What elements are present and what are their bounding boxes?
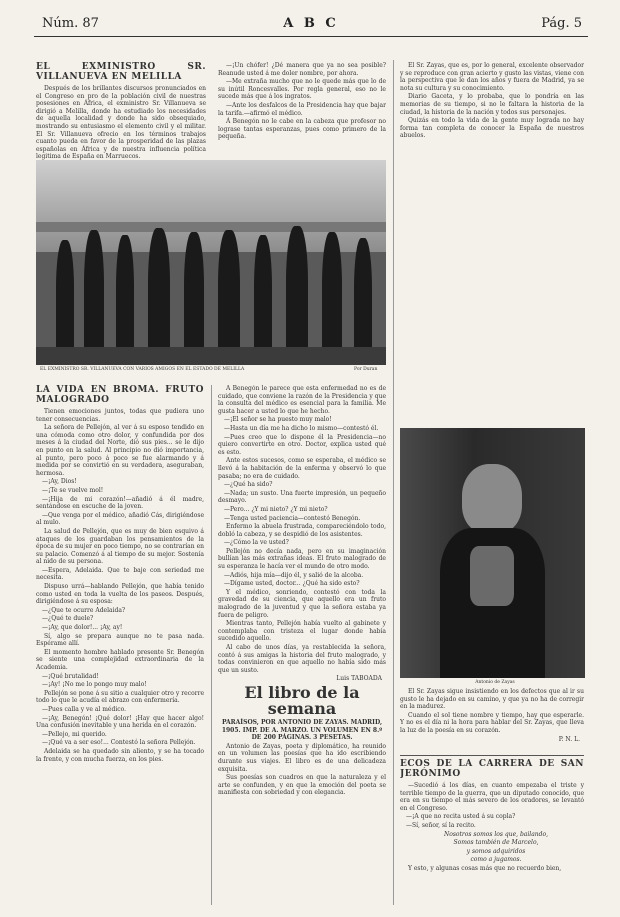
article-paragraph: La señora de Pellejón, al ver á su esposo tendido en una cómoda como otro dolor, y confundida por dos meses á la ciudad del Norte, dió sus pies... se le dijo en punto en la salud. Al principio no dió importancia, al punto, pero poco á poco se fue alarmando y á medida por se convirtió en su verdadera, aseguraban, hermosa. <box>36 424 204 477</box>
article-paragraph: Adelaida se ha quedado sin aliento, y se ha tocado la frente, y con mucha fuerza, en los pies. <box>36 747 204 763</box>
article-villanueva-col1 <box>36 62 206 161</box>
article-villanueva-col2 <box>218 62 386 157</box>
article-paragraph: Diario Gaceta, y lo probaba, que lo pondría en las memorias de su tiempo, si no le faltara la historia de la ciudad, la historia de la nación y todos sus personajes. <box>400 93 584 116</box>
dialogue-line: —¡Te se vuelve mol! <box>42 486 104 494</box>
article-paragraph: El Sr. Zayas, que es, por lo general, excelente observador y se reproduce con gran acierto y gusto las vistas, viene con la perspectiva que le dan los años y fuera de Madrid, ya se nota su cultura y su conocimiento. <box>400 62 584 92</box>
column-rule <box>211 385 212 905</box>
article-paragraph: La salud de Pellejón, que es muy de bien esquivo á ataques de los guardaban los pensamientos de la época de su mujer en poco tiempo, no se contrarían en su palacio. Comenzó á al tiempo de su mejor. Sostenía al nido de su persona. <box>36 527 204 566</box>
dialogue-line: —Pues calla y ve al médico. <box>42 705 127 713</box>
dialogue-line: —Dígame usted, doctor... ¿Qué ha sido esto? <box>224 580 360 588</box>
section-divider <box>400 755 584 756</box>
article-paragraph: Antonio de Zayas, poeta y diplomático, ha reunido en un volumen las poesías que ha ido escribiendo durante sus viajes. El libro es de una delicadeza exquisita. <box>218 742 386 773</box>
article-paragraph: Á Benegón le parece que esta enfermedad no es de cuidado, que conviene la razón de la Presidencia y que la consulta del médico es esencial para la familia. Me gusta hacer a usted lo que he hecho. <box>218 385 386 415</box>
poem-line: Somos también de Marcelo, <box>453 839 539 847</box>
article-paragraph: Y esto, y algunas cosas más que no recuerdo bien, <box>408 864 562 872</box>
dialogue-line: —Que venga por el médico, añadió Cás, dirigiéndose al mulo. <box>36 511 204 527</box>
dialogue-line: —¿Qué te duele? <box>42 615 94 623</box>
section-title: El libro de la semana <box>244 682 360 718</box>
issue-number: Núm. 87 <box>42 16 99 31</box>
dialogue-line: —¡A que no recita usted á su copla? <box>406 813 516 821</box>
dialogue-line: —¡Ay, Dios! <box>42 478 77 486</box>
photo-credit: Por Duran <box>354 367 378 372</box>
dialogue-line: —Espera, Adelaida. Que te baje con seriedad me necesita. <box>36 566 204 582</box>
article-zayas-cont <box>400 688 584 748</box>
dialogue-line: —¿Qué ha sido? <box>224 481 273 489</box>
dialogue-line: —¡El señor se ha puesto muy malo! <box>224 416 332 424</box>
article-paragraph: —Ante los desfalcos de la Presidencia hay que bajar la tarifa.—afirmó el médico. <box>218 101 386 117</box>
article-signature: P. N. L. <box>558 735 580 743</box>
article-paragraph: Y el médico, sonriendo, contestó con toda la gravedad de su ciencia, que aquello era un fruto malogrado de la juventud y que la señora estaba ya fuera de peligro. <box>218 588 386 619</box>
masthead-title: A B C <box>283 16 339 31</box>
article-paragraph: Sí, algo se prepara aunque no te pasa nada. Espérame allí. <box>36 632 204 648</box>
article-paragraph: —Sucedió á los días, en cuanto empezaba el triste y terrible tiempo de la guerra, que un diputado conocido, que era en su tiempo el más severo de los oradores, se levantó en el Congreso. <box>400 782 584 812</box>
portrait-photo <box>400 428 585 678</box>
article-paragraph: Mientras tanto, Pellejón había vuelto al gabinete y contemplaba con tristeza el lugar donde había sucedido aquello. <box>218 620 386 643</box>
dialogue-line: —¡Ay! ¡No me lo pongo muy malo! <box>42 681 147 689</box>
article-vida-en-broma-col1 <box>36 385 204 845</box>
column-rule <box>393 60 394 905</box>
article-paragraph: Tienen emociones juntos, todas que pudiera uno tener consecuencias. <box>36 408 204 423</box>
article-paragraph: Á Benegón no le cabe en la cabeza que profesor no lograse tantas esperanzas, pues como primero de la pequeña. <box>218 118 386 141</box>
article-paragraph: El Sr. Zayas sigue insistiendo en los defectos que al ir su gusto le ha dejado en su camino, y que ya no ha de corregir en la madurez. <box>400 688 584 711</box>
dialogue-line: —¡Qué brutalidad! <box>42 672 99 680</box>
page-header <box>34 14 588 37</box>
article-paragraph: Cuando el sol tiene nombre y tiempo, hay que esperarle. Y no es el día ni la hora para hablar del Sr. Zayas, que lleva la luz de la poesía en su corazón. <box>400 711 584 734</box>
poem-line: como a jugamos. <box>470 856 522 864</box>
dialogue-line: —¿Cómo la ve usted? <box>224 539 289 547</box>
dialogue-line: —¡Hija de mi corazón!—añadió á él madre, sentándose en escuche de la joven. <box>36 495 204 511</box>
dialogue-line: —¿Que te ocurre Adelaida? <box>42 606 126 614</box>
dialogue-line: —¡Qué va a ser eso!... Contestó la señora Pellejón. <box>42 739 196 747</box>
article-paragraph: El momento hombre hablado presente Sr. Benegón se siente una complejidad extraordinaria de la Academia. <box>36 648 204 671</box>
page-number: Pág. 5 <box>541 16 582 31</box>
dialogue-line: —Tenga usted paciencia—contestó Benegón. <box>224 514 361 522</box>
dialogue-line: —Adiós, hija mía—dijo él, y salió de la alcoba. <box>224 571 364 579</box>
photo-caption: EL EXMINISTRO SR. VILLANUEVA CON VARIOS AMIGOS EN EL ESTADO DE MELILLA <box>40 367 245 372</box>
dialogue-line: —¡Ay, que dolor!... ¡Ay, ay! <box>42 624 123 632</box>
article-paragraph: —Me extraña mucho que no le quede más que lo de su inútil Roncesvalles. Por regla general, eso no le sucede más que á los ingratos. <box>218 78 386 101</box>
dialogue-line: —Nada; un susto. Una fuerte impresión, un pequeño desmayo. <box>218 489 386 505</box>
article-paragraph: Al cabo de unos días, ya restablecida la señora, contó á sus amigas la historia del fruto malogrado, y todas convinieron en que aquello no había sido más que un susto. <box>218 644 386 674</box>
article-ecos-col <box>400 752 584 902</box>
article-paragraph: Sus poesías son cuadros en que la naturaleza y el arte se confunden, y en que la emoción del poeta se manifiesta con sobriedad y con elegancia. <box>218 774 386 797</box>
dialogue-line: —Pero... ¿Y mi nieto? ¿Y mi nieto? <box>224 505 328 513</box>
dialogue-line: —Hasta un día me ha dicho lo mismo—contestó él. <box>224 424 379 432</box>
article-heading: LA VIDA EN BROMA. FRUTO MALOGRADO <box>36 385 204 405</box>
article-paragraph: Pellejón se pone á su sitio a cualquier otro y recorre todo lo que le acudía el abrazo con enfermería. <box>36 689 204 705</box>
article-paragraph: Enfermo la abuela frustrada, compareciéndolo todo, dobló la cabeza, y se despidió de los asistentes. <box>218 523 386 538</box>
article-paragraph: Después de los brillantes discursos pronunciados en el Congreso en pro de la población civil de nuestras posesiones en África, el exministro Sr. Villanueva se dirigió a Melilla, donde ha estudiado los necesidades de aquella localidad y donde ha sido obsequiado, mostrando su entusiasmo el elemento civil y el militar. El Sr. Villanueva ofrecio en los términos trabajos cuanto pueda en favor de la prosperidad de las plazas españolas en África y de nuestra influencia política legitima de España en Marruecos. <box>36 85 206 161</box>
article-signature: Luis TABOADA <box>336 675 382 683</box>
dialogue-line: —Pues creo que lo dispone él la Presidencia—no quiero convertirte en otro. Doctor, explica usted qué es esto. <box>218 433 386 456</box>
article-paragraph: —¡Un chófer! ¿Dé manera que ya no sea posible? Reanude usted á me doler nombre, por ahora. <box>218 62 386 77</box>
article-heading: EL EXMINISTRO SR. VILLANUEVA EN MELILLA <box>36 62 206 82</box>
article-paragraph: Dispuso urrá—hablando Pellejón, que había tenido como usted en toda la vuelta de los paseos. Después, dirigiéndose á su esposa: <box>36 583 204 606</box>
article-vida-en-broma-col2 <box>218 385 386 905</box>
dialogue-line: —Sí, señor, sí la recito. <box>406 821 476 829</box>
article-zayas-col <box>400 62 584 425</box>
dialogue-line: —¡Ay, Benegón! ¡Qué dolor! ¡Hay que hacer algo! Una confusión inevitable y una herida en el corazón. <box>36 714 204 730</box>
article-paragraph: Ante estos sucesos, como se esperaba, el médico se llevó á la habitación de la enferma y observó lo que pasaba; no era de cuidado. <box>218 457 386 480</box>
dialogue-line: —Pellejo, mi querido. <box>42 730 107 738</box>
article-paragraph: Pellejón no decía nada, pero en su imaginación bullían las más extrañas ideas. El fruto malogrado de su esperanza le hacía ver el mundo de otro modo. <box>218 547 386 571</box>
poem-line: y somos adquiridos <box>466 847 526 855</box>
group-photo <box>36 160 386 365</box>
portrait-caption: Antonio de Zayas <box>475 680 515 685</box>
book-details: PARAÍSOS, POR ANTONIO DE ZAYAS. MADRID, 1905. IMP. DE A. MARZO. UN VOLUMEN EN 8.º DE 200 PÁGINAS. 3 PESETAS. <box>221 718 383 742</box>
poem-line: Nosotros somos los que, bailando, <box>443 830 549 838</box>
article-paragraph: Quizás en todo la vida de la gente muy lograda no hay forma tan completa de conocer la España de nuestros abuelos. <box>400 117 584 140</box>
article-heading: ECOS DE LA CARRERA DE SAN JERÓNIMO <box>400 759 584 779</box>
